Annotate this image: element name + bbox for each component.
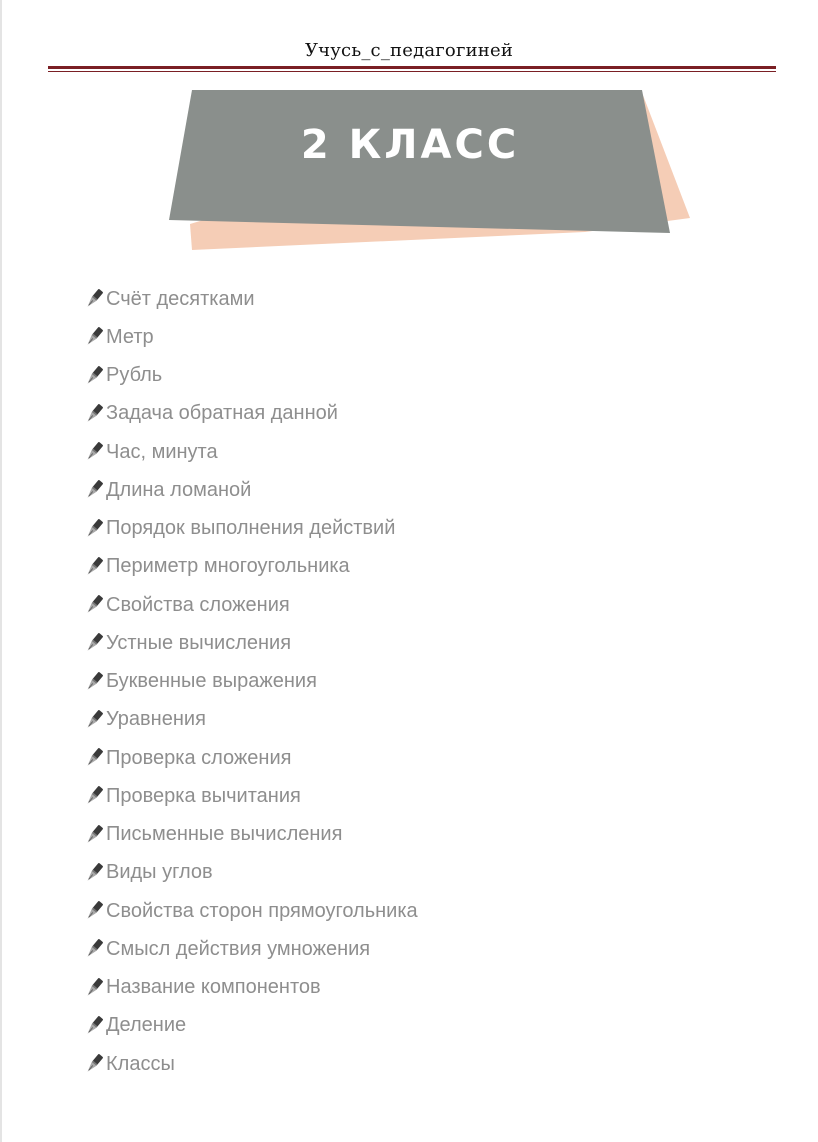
- topic-label: Проверка вычитания: [106, 784, 301, 807]
- banner-title: 2 КЛАСС: [300, 122, 520, 168]
- pen-nib-icon: [82, 440, 106, 464]
- topic-label: Устные вычисления: [106, 631, 292, 654]
- pen-nib-icon: [82, 1052, 106, 1076]
- topic-item: [82, 471, 418, 509]
- pen-nib-icon: [82, 555, 106, 579]
- pen-nib-icon: [82, 823, 106, 847]
- topic-item: [82, 510, 418, 548]
- topic-item: [82, 395, 418, 433]
- topic-item: [82, 777, 418, 815]
- topic-label: Свойства сложения: [106, 593, 290, 616]
- pen-nib-icon: [82, 899, 106, 923]
- topic-label: Метр: [106, 325, 154, 348]
- topic-label: Смысл действия умножения: [106, 937, 371, 960]
- header-title: Учусь_с_педагогиней: [304, 40, 514, 61]
- topic-label: Уравнения: [106, 708, 206, 731]
- topic-label: Письменные вычисления: [106, 823, 343, 846]
- topic-item: [82, 701, 418, 739]
- topic-item: [82, 969, 418, 1007]
- topic-item: [82, 433, 418, 471]
- topic-item: [82, 1007, 418, 1045]
- topic-label: Деление: [106, 1014, 187, 1037]
- pen-nib-icon: [82, 364, 106, 388]
- topic-label: Длина ломаной: [106, 478, 252, 501]
- pen-nib-icon: [82, 593, 106, 617]
- topic-label: Буквенные выражения: [106, 670, 317, 693]
- topic-label: Периметр многоугольника: [106, 555, 350, 578]
- pen-nib-icon: [82, 402, 106, 426]
- pen-nib-icon: [82, 861, 106, 885]
- topic-list: [82, 280, 418, 1083]
- pen-nib-icon: [82, 708, 106, 732]
- pen-nib-icon: [82, 478, 106, 502]
- topic-item: [82, 586, 418, 624]
- pen-nib-icon: [82, 517, 106, 541]
- topic-item: [82, 357, 418, 395]
- topic-item: [82, 854, 418, 892]
- topic-label: Счёт десятками: [106, 287, 255, 310]
- topic-label: Виды углов: [106, 861, 213, 884]
- topic-label: Свойства сторон прямоугольника: [106, 899, 418, 922]
- topic-item: [82, 318, 418, 356]
- topic-item: [82, 624, 418, 662]
- pen-nib-icon: [82, 287, 106, 311]
- pen-nib-icon: [82, 670, 106, 694]
- topic-item: [82, 280, 418, 318]
- topic-label: Порядок выполнения действий: [106, 517, 396, 540]
- pen-nib-icon: [82, 746, 106, 770]
- topic-item: [82, 892, 418, 930]
- pen-nib-icon: [82, 784, 106, 808]
- pen-nib-icon: [82, 631, 106, 655]
- topic-item: [82, 739, 418, 777]
- topic-item: [82, 548, 418, 586]
- topic-item: [82, 816, 418, 854]
- topic-label: Задача обратная данной: [106, 402, 338, 425]
- pen-nib-icon: [82, 1014, 106, 1038]
- topic-item: [82, 1045, 418, 1083]
- pen-nib-icon: [82, 325, 106, 349]
- topic-item: [82, 663, 418, 701]
- topic-label: Рубль: [106, 364, 163, 387]
- topic-label: Проверка сложения: [106, 746, 292, 769]
- topic-item: [82, 930, 418, 968]
- topic-label: Название компонентов: [106, 976, 321, 999]
- pen-nib-icon: [82, 937, 106, 961]
- topic-label: Час, минута: [106, 440, 218, 463]
- pen-nib-icon: [82, 976, 106, 1000]
- topic-label: Классы: [106, 1052, 175, 1075]
